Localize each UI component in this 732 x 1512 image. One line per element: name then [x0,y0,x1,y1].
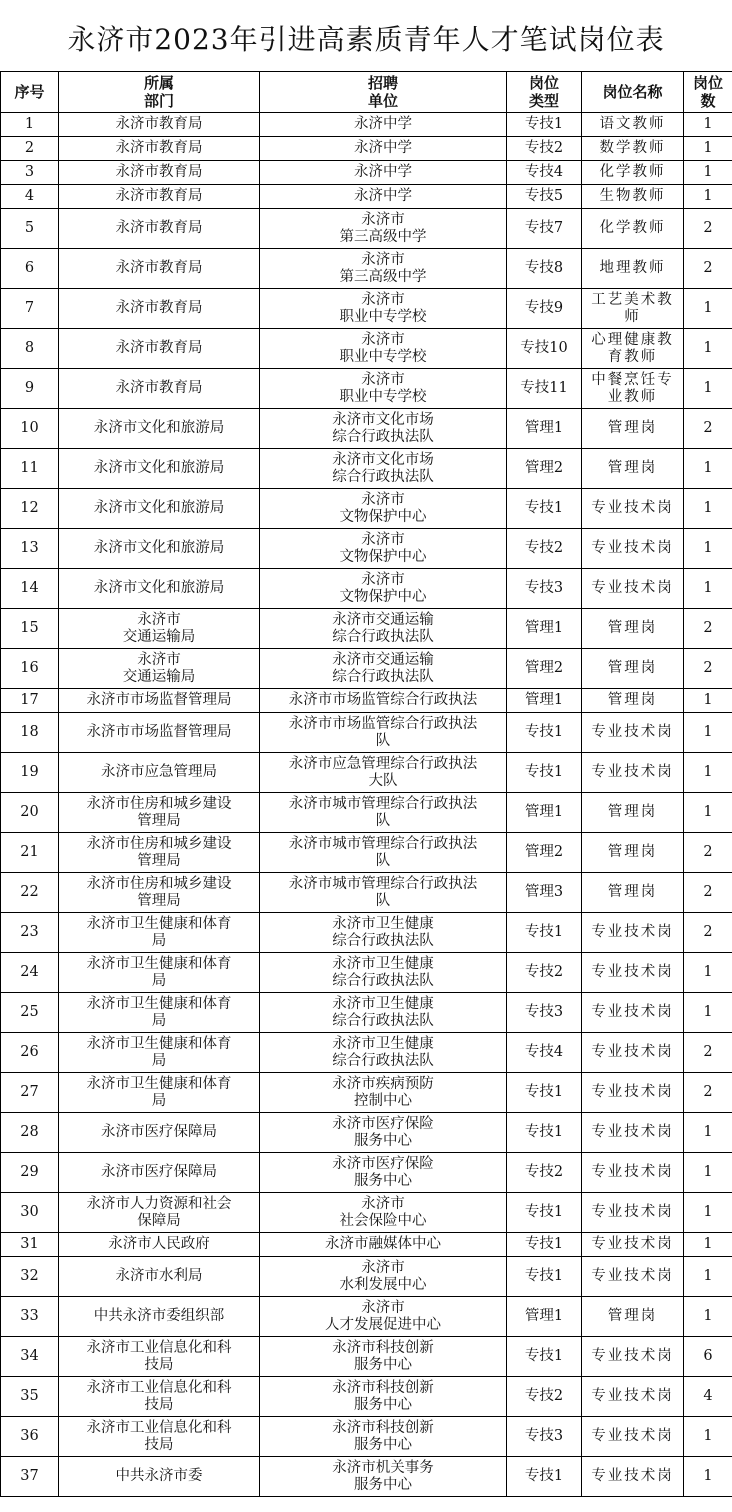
cell-type: 专技1 [507,1073,582,1113]
cell-position-name: 化学教师 [582,209,684,249]
cell-dept: 永济市教育局 [59,249,260,289]
table-row [1,689,732,713]
cell-no: 12 [1,489,59,529]
cell-count: 1 [684,953,732,993]
cell-type: 专技11 [507,369,582,409]
cell-count: 1 [684,1257,732,1297]
cell-unit: 永济市 职业中专学校 [260,369,507,409]
cell-dept: 永济市教育局 [59,185,260,209]
cell-type: 专技1 [507,489,582,529]
cell-count: 2 [684,649,732,689]
table-row [1,1033,732,1073]
cell-unit: 永济市医疗保险 服务中心 [260,1153,507,1193]
cell-dept: 永济市教育局 [59,289,260,329]
cell-unit: 永济中学 [260,137,507,161]
cell-unit: 永济市卫生健康 综合行政执法队 [260,993,507,1033]
cell-count: 1 [684,1113,732,1153]
cell-count: 1 [684,329,732,369]
cell-position-name: 管理岗 [582,873,684,913]
cell-position-name: 管理岗 [582,1297,684,1337]
cell-type: 管理1 [507,689,582,713]
table-row [1,329,732,369]
cell-count: 1 [684,137,732,161]
cell-no: 10 [1,409,59,449]
cell-type: 专技1 [507,753,582,793]
cell-no: 7 [1,289,59,329]
cell-position-name: 专业技术岗 [582,529,684,569]
cell-position-name: 专业技术岗 [582,489,684,529]
cell-no: 6 [1,249,59,289]
cell-no: 2 [1,137,59,161]
cell-unit: 永济市城市管理综合行政执法 队 [260,833,507,873]
cell-count: 2 [684,873,732,913]
cell-no: 1 [1,113,59,137]
cell-dept: 永济市教育局 [59,329,260,369]
cell-type: 管理1 [507,793,582,833]
cell-type: 管理1 [507,409,582,449]
cell-unit: 永济市 职业中专学校 [260,289,507,329]
cell-no: 21 [1,833,59,873]
cell-type: 专技2 [507,953,582,993]
cell-no: 27 [1,1073,59,1113]
cell-dept: 永济市教育局 [59,369,260,409]
cell-unit: 永济中学 [260,185,507,209]
table-row [1,449,732,489]
cell-dept: 永济市工业信息化和科 技局 [59,1377,260,1417]
cell-type: 管理2 [507,649,582,689]
cell-unit: 永济市城市管理综合行政执法 队 [260,873,507,913]
cell-position-name: 心理健康教 育教师 [582,329,684,369]
cell-count: 1 [684,713,732,753]
header-unit: 招聘 单位 [260,72,507,113]
cell-unit: 永济市卫生健康 综合行政执法队 [260,953,507,993]
cell-dept: 永济市文化和旅游局 [59,569,260,609]
cell-type: 专技8 [507,249,582,289]
cell-type: 专技1 [507,1233,582,1257]
cell-type: 专技1 [507,1257,582,1297]
cell-no: 5 [1,209,59,249]
cell-unit: 永济市科技创新 服务中心 [260,1337,507,1377]
cell-no: 20 [1,793,59,833]
cell-count: 1 [684,489,732,529]
cell-unit: 永济市文化市场 综合行政执法队 [260,409,507,449]
cell-position-name: 管理岗 [582,609,684,649]
cell-unit: 永济市交通运输 综合行政执法队 [260,649,507,689]
cell-no: 17 [1,689,59,713]
cell-no: 23 [1,913,59,953]
cell-type: 专技1 [507,1113,582,1153]
cell-no: 14 [1,569,59,609]
cell-dept: 永济市水利局 [59,1257,260,1297]
cell-dept: 永济市文化和旅游局 [59,489,260,529]
cell-no: 34 [1,1337,59,1377]
cell-no: 18 [1,713,59,753]
cell-count: 6 [684,1337,732,1377]
table-row [1,249,732,289]
cell-count: 1 [684,753,732,793]
cell-type: 专技9 [507,289,582,329]
cell-no: 33 [1,1297,59,1337]
table-row [1,609,732,649]
cell-position-name: 专业技术岗 [582,1377,684,1417]
table-row [1,1457,732,1497]
cell-unit: 永济市疾病预防 控制中心 [260,1073,507,1113]
cell-type: 管理1 [507,609,582,649]
cell-unit: 永济市 社会保险中心 [260,1193,507,1233]
cell-no: 30 [1,1193,59,1233]
table-row [1,1113,732,1153]
cell-unit: 永济市城市管理综合行政执法 队 [260,793,507,833]
cell-unit: 永济市医疗保险 服务中心 [260,1113,507,1153]
page-title: 永济市2023年引进高素质青年人才笔试岗位表 [67,23,665,56]
cell-unit: 永济市交通运输 综合行政执法队 [260,609,507,649]
table-row [1,529,732,569]
cell-dept: 永济市住房和城乡建设 管理局 [59,873,260,913]
table-row [1,1193,732,1233]
table-row [1,833,732,873]
table-row [1,113,732,137]
table-row [1,1073,732,1113]
cell-position-name: 地理教师 [582,249,684,289]
table-row [1,993,732,1033]
cell-position-name: 专业技术岗 [582,569,684,609]
cell-unit: 永济市 文物保护中心 [260,569,507,609]
cell-dept: 永济市住房和城乡建设 管理局 [59,833,260,873]
cell-position-name: 专业技术岗 [582,1417,684,1457]
cell-count: 1 [684,289,732,329]
cell-no: 29 [1,1153,59,1193]
table-row [1,913,732,953]
cell-no: 35 [1,1377,59,1417]
cell-position-name: 专业技术岗 [582,913,684,953]
cell-count: 1 [684,1457,732,1497]
cell-no: 3 [1,161,59,185]
cell-type: 专技1 [507,1337,582,1377]
cell-count: 1 [684,1153,732,1193]
cell-type: 管理2 [507,833,582,873]
cell-no: 31 [1,1233,59,1257]
cell-type: 专技3 [507,569,582,609]
table-row [1,873,732,913]
cell-type: 专技2 [507,137,582,161]
cell-count: 2 [684,609,732,649]
cell-position-name: 中餐烹饪专 业教师 [582,369,684,409]
cell-position-name: 专业技术岗 [582,953,684,993]
cell-unit: 永济市文化市场 综合行政执法队 [260,449,507,489]
cell-type: 专技4 [507,1033,582,1073]
cell-position-name: 化学教师 [582,161,684,185]
cell-count: 2 [684,249,732,289]
cell-dept: 永济市教育局 [59,209,260,249]
cell-count: 1 [684,369,732,409]
cell-unit: 永济市市场监管综合行政执法 [260,689,507,713]
cell-position-name: 语文教师 [582,113,684,137]
cell-position-name: 专业技术岗 [582,1193,684,1233]
cell-dept: 永济市教育局 [59,137,260,161]
cell-no: 11 [1,449,59,489]
cell-position-name: 管理岗 [582,649,684,689]
cell-no: 36 [1,1417,59,1457]
cell-dept: 永济市工业信息化和科 技局 [59,1337,260,1377]
table-row [1,1417,732,1457]
cell-type: 管理2 [507,449,582,489]
cell-unit: 永济中学 [260,161,507,185]
cell-dept: 中共永济市委组织部 [59,1297,260,1337]
cell-dept: 永济市卫生健康和体育 局 [59,1033,260,1073]
table-row [1,569,732,609]
cell-position-name: 管理岗 [582,833,684,873]
positions-table [0,71,732,1497]
cell-unit: 永济市 第三高级中学 [260,249,507,289]
cell-type: 专技1 [507,1193,582,1233]
cell-position-name: 专业技术岗 [582,993,684,1033]
cell-type: 专技1 [507,1457,582,1497]
cell-unit: 永济市 职业中专学校 [260,329,507,369]
cell-no: 16 [1,649,59,689]
cell-position-name: 专业技术岗 [582,1153,684,1193]
cell-unit: 永济市应急管理综合行政执法 大队 [260,753,507,793]
table-row [1,185,732,209]
cell-position-name: 专业技术岗 [582,1337,684,1377]
cell-type: 专技3 [507,993,582,1033]
cell-dept: 永济市卫生健康和体育 局 [59,1073,260,1113]
cell-no: 24 [1,953,59,993]
cell-no: 15 [1,609,59,649]
cell-dept: 中共永济市委 [59,1457,260,1497]
cell-count: 2 [684,833,732,873]
cell-type: 专技1 [507,713,582,753]
cell-position-name: 专业技术岗 [582,753,684,793]
cell-count: 2 [684,913,732,953]
cell-dept: 永济市文化和旅游局 [59,449,260,489]
cell-dept: 永济市住房和城乡建设 管理局 [59,793,260,833]
cell-dept: 永济市人力资源和社会 保障局 [59,1193,260,1233]
cell-no: 32 [1,1257,59,1297]
cell-type: 专技2 [507,1377,582,1417]
cell-count: 1 [684,185,732,209]
cell-count: 1 [684,1233,732,1257]
cell-unit: 永济中学 [260,113,507,137]
cell-position-name: 专业技术岗 [582,1233,684,1257]
cell-dept: 永济市人民政府 [59,1233,260,1257]
header-type: 岗位 类型 [507,72,582,113]
table-row [1,137,732,161]
cell-no: 13 [1,529,59,569]
table-row [1,369,732,409]
cell-type: 专技3 [507,1417,582,1457]
cell-position-name: 专业技术岗 [582,1033,684,1073]
cell-count: 1 [684,449,732,489]
cell-dept: 永济市卫生健康和体育 局 [59,993,260,1033]
cell-dept: 永济市卫生健康和体育 局 [59,953,260,993]
cell-position-name: 生物教师 [582,185,684,209]
cell-no: 9 [1,369,59,409]
cell-no: 22 [1,873,59,913]
cell-type: 专技1 [507,913,582,953]
cell-no: 25 [1,993,59,1033]
cell-dept: 永济市卫生健康和体育 局 [59,913,260,953]
cell-count: 2 [684,409,732,449]
table-row [1,161,732,185]
cell-unit: 永济市 人才发展促进中心 [260,1297,507,1337]
cell-count: 1 [684,1417,732,1457]
cell-position-name: 工艺美术教 师 [582,289,684,329]
cell-no: 19 [1,753,59,793]
cell-count: 1 [684,569,732,609]
cell-count: 1 [684,1193,732,1233]
cell-dept: 永济市 交通运输局 [59,609,260,649]
cell-type: 专技2 [507,1153,582,1193]
header-name: 岗位名称 [582,72,684,113]
table-row [1,289,732,329]
cell-dept: 永济市教育局 [59,113,260,137]
cell-dept: 永济市市场监督管理局 [59,713,260,753]
cell-count: 1 [684,113,732,137]
cell-dept: 永济市市场监督管理局 [59,689,260,713]
cell-dept: 永济市工业信息化和科 技局 [59,1417,260,1457]
table-row [1,713,732,753]
cell-position-name: 专业技术岗 [582,1257,684,1297]
cell-unit: 永济市 文物保护中心 [260,529,507,569]
cell-type: 专技10 [507,329,582,369]
cell-type: 专技5 [507,185,582,209]
cell-no: 37 [1,1457,59,1497]
table-row [1,1257,732,1297]
table-row [1,209,732,249]
cell-unit: 永济市 第三高级中学 [260,209,507,249]
cell-dept: 永济市教育局 [59,161,260,185]
cell-count: 1 [684,529,732,569]
cell-unit: 永济市卫生健康 综合行政执法队 [260,913,507,953]
table-row [1,489,732,529]
cell-position-name: 管理岗 [582,449,684,489]
table-row [1,409,732,449]
cell-count: 1 [684,1297,732,1337]
cell-unit: 永济市科技创新 服务中心 [260,1377,507,1417]
cell-unit: 永济市融媒体中心 [260,1233,507,1257]
cell-position-name: 管理岗 [582,793,684,833]
cell-position-name: 专业技术岗 [582,713,684,753]
table-header-row [1,72,732,113]
cell-dept: 永济市 交通运输局 [59,649,260,689]
header-count: 岗位 数 [684,72,732,113]
cell-dept: 永济市文化和旅游局 [59,529,260,569]
cell-no: 26 [1,1033,59,1073]
cell-dept: 永济市应急管理局 [59,753,260,793]
cell-position-name: 专业技术岗 [582,1457,684,1497]
cell-type: 专技4 [507,161,582,185]
cell-type: 管理1 [507,1297,582,1337]
table-row [1,953,732,993]
cell-unit: 永济市 水利发展中心 [260,1257,507,1297]
table-row [1,1377,732,1417]
cell-position-name: 管理岗 [582,689,684,713]
cell-type: 专技2 [507,529,582,569]
cell-count: 1 [684,793,732,833]
cell-position-name: 数学教师 [582,137,684,161]
cell-count: 2 [684,209,732,249]
table-row [1,1153,732,1193]
cell-position-name: 专业技术岗 [582,1113,684,1153]
cell-no: 28 [1,1113,59,1153]
cell-unit: 永济市科技创新 服务中心 [260,1417,507,1457]
cell-type: 专技7 [507,209,582,249]
cell-type: 管理3 [507,873,582,913]
table-row [1,753,732,793]
cell-no: 8 [1,329,59,369]
cell-count: 4 [684,1377,732,1417]
table-row [1,1337,732,1377]
cell-unit: 永济市机关事务 服务中心 [260,1457,507,1497]
header-dept: 所属 部门 [59,72,260,113]
cell-dept: 永济市文化和旅游局 [59,409,260,449]
cell-count: 2 [684,1033,732,1073]
cell-position-name: 管理岗 [582,409,684,449]
header-no: 序号 [1,72,59,113]
cell-count: 2 [684,1073,732,1113]
table-row [1,1297,732,1337]
table-row [1,649,732,689]
cell-type: 专技1 [507,113,582,137]
cell-count: 1 [684,689,732,713]
table-row [1,793,732,833]
table-row [1,1233,732,1257]
cell-unit: 永济市卫生健康 综合行政执法队 [260,1033,507,1073]
cell-count: 1 [684,161,732,185]
cell-unit: 永济市 文物保护中心 [260,489,507,529]
cell-unit: 永济市市场监管综合行政执法 队 [260,713,507,753]
cell-position-name: 专业技术岗 [582,1073,684,1113]
cell-dept: 永济市医疗保障局 [59,1113,260,1153]
cell-count: 1 [684,993,732,1033]
cell-no: 4 [1,185,59,209]
cell-dept: 永济市医疗保障局 [59,1153,260,1193]
